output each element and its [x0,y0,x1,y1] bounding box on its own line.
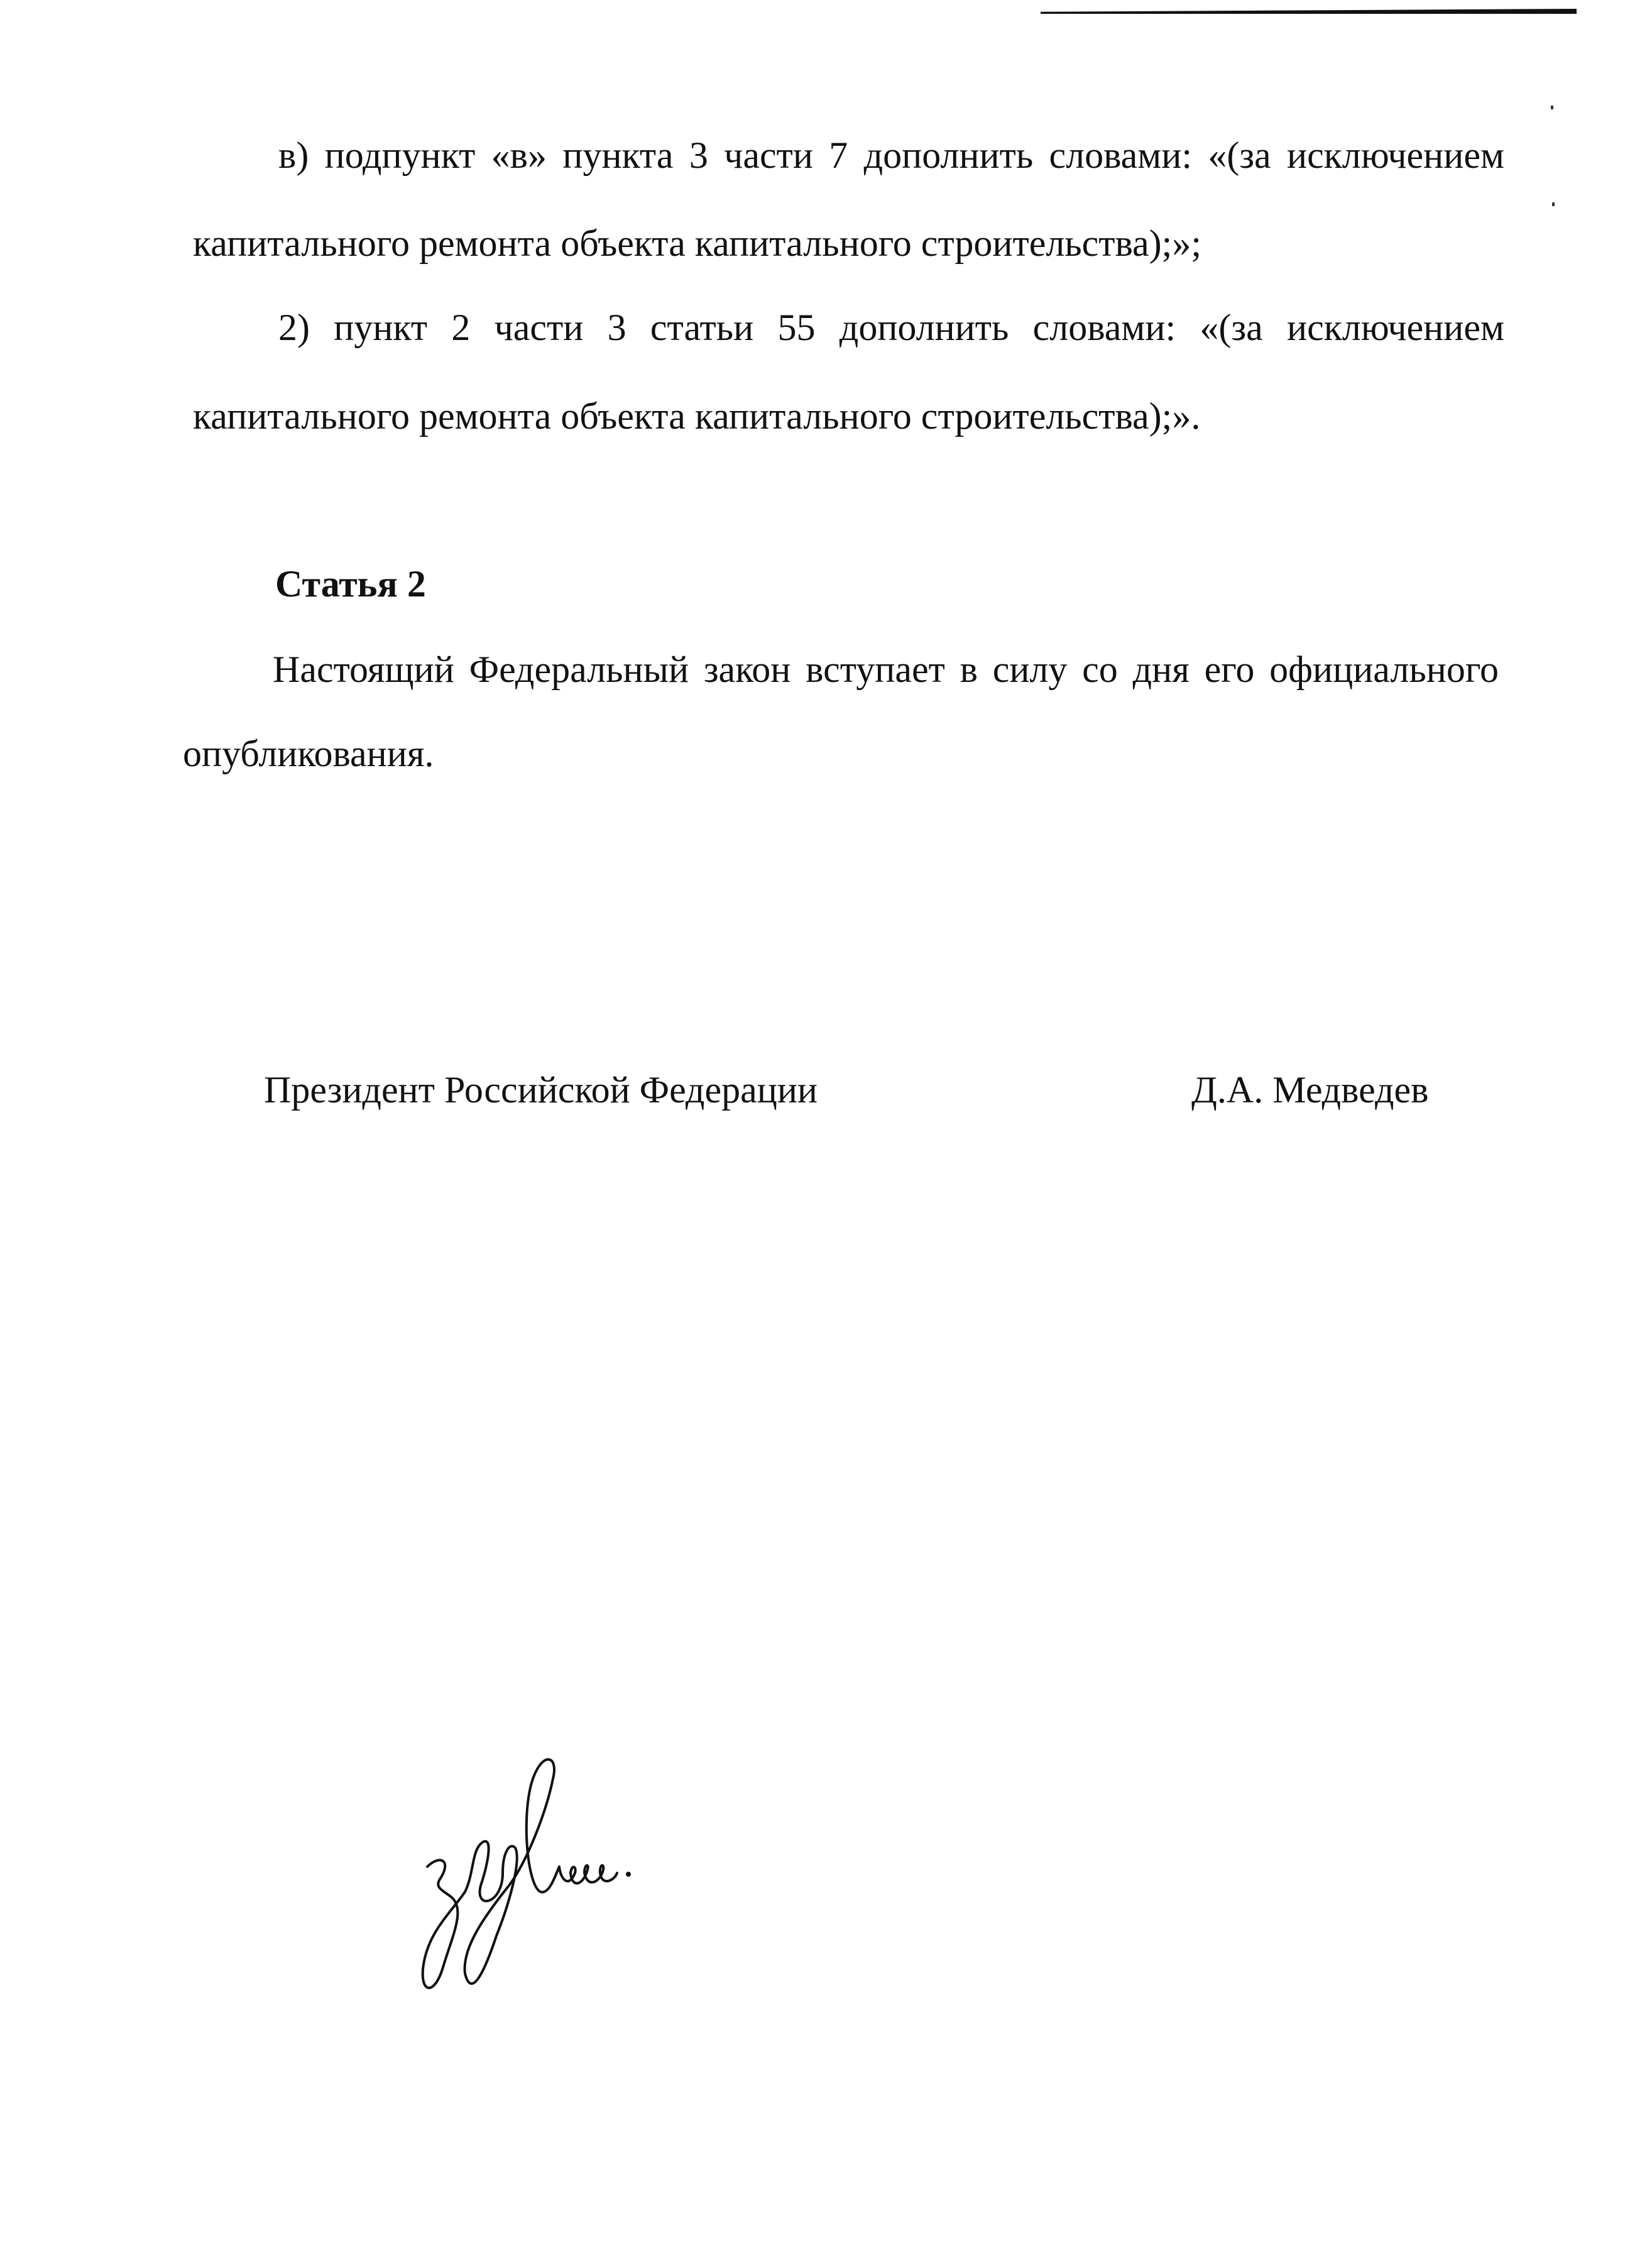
signatory-title: Президент Российской Федерации [264,1069,818,1111]
handwritten-signature [415,1747,641,2005]
scan-speck [1552,202,1555,206]
amendment-v-line-2: капитального ремонта объекта капитального строительства);»; [193,222,1201,264]
scan-speck [1551,106,1553,109]
amendment-2-line-2: капитального ремонта объекта капитального строительства);». [193,395,1201,437]
amendment-2-line-1: 2) пункт 2 части 3 статьи 55 дополнить словами: «(за исключением [278,307,1504,348]
article-text-line-2: опубликования. [183,733,434,774]
scan-top-rule [1041,9,1577,14]
signatory-name: Д.А. Медведев [1191,1069,1429,1111]
article-text-line-1: Настоящий Федеральный закон вступает в силу со дня его официального [273,649,1499,690]
article-heading: Статья 2 [275,563,426,605]
amendment-v-line-1: в) подпункт «в» пункта 3 части 7 дополнить словами: «(за исключением [278,135,1504,176]
